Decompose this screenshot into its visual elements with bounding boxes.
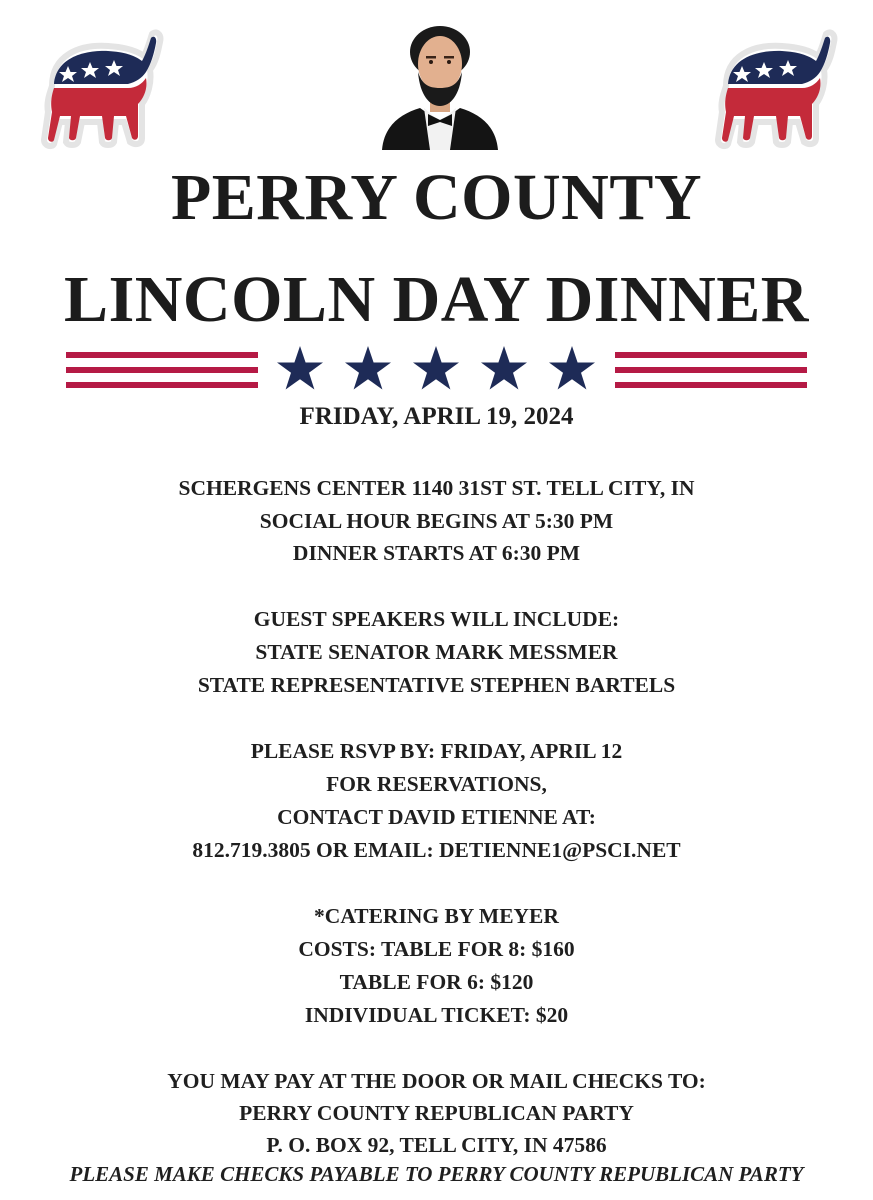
right-elephant-icon [712,26,838,150]
cost-table-8: COSTS: TABLE FOR 8: $160 [298,937,575,961]
payment-instructions: YOU MAY PAY AT THE DOOR OR MAIL CHECKS TO: [167,1069,706,1093]
speaker-2: STATE REPRESENTATIVE STEPHEN BARTELS [197,673,676,697]
contact-line: CONTACT DAVID ETIENNE AT: [277,805,596,829]
right-stripes [615,352,807,388]
left-stripes [66,352,258,388]
dinner-time-line: DINNER STARTS AT 6:30 PM [292,541,581,565]
catering-line: *CATERING BY MEYER [314,904,559,928]
venue-line: SCHERGENS CENTER 1140 31ST ST. TELL CITY, IN [178,476,695,500]
rsvp-deadline: PLEASE RSVP BY: FRIDAY, APRIL 12 [250,739,623,763]
social-hour-line: SOCIAL HOUR BEGINS AT 5:30 PM [259,509,614,533]
mailing-address: P. O. BOX 92, TELL CITY, IN 47586 [266,1133,607,1157]
star-icon [345,346,391,390]
stars-row [272,344,602,392]
speaker-1: STATE SENATOR MARK MESSMER [255,640,618,664]
cost-individual: INDIVIDUAL TICKET: $20 [304,1003,569,1027]
lincoln-portrait-icon [378,22,502,150]
title-line-1: PERRY COUNTY [170,161,703,234]
reservations-line: FOR RESERVATIONS, [326,772,547,796]
event-date: FRIDAY, APRIL 19, 2024 [299,403,574,430]
payable-note: PLEASE MAKE CHECKS PAYABLE TO PERRY COUNTY REPUBLICAN PARTY [69,1162,804,1186]
cost-table-6: TABLE FOR 6: $120 [339,970,534,994]
payee-name: PERRY COUNTY REPUBLICAN PARTY [239,1101,634,1125]
speakers-heading: GUEST SPEAKERS WILL INCLUDE: [253,607,620,631]
title-line-2: LINCOLN DAY DINNER [64,263,809,336]
star-icon [481,346,527,390]
star-icon [413,346,459,390]
star-icon [549,346,595,390]
star-icon [277,346,323,390]
left-elephant-icon [38,26,164,150]
contact-phone-email: 812.719.3805 OR EMAIL: DETIENNE1@PSCI.NET [192,838,681,862]
